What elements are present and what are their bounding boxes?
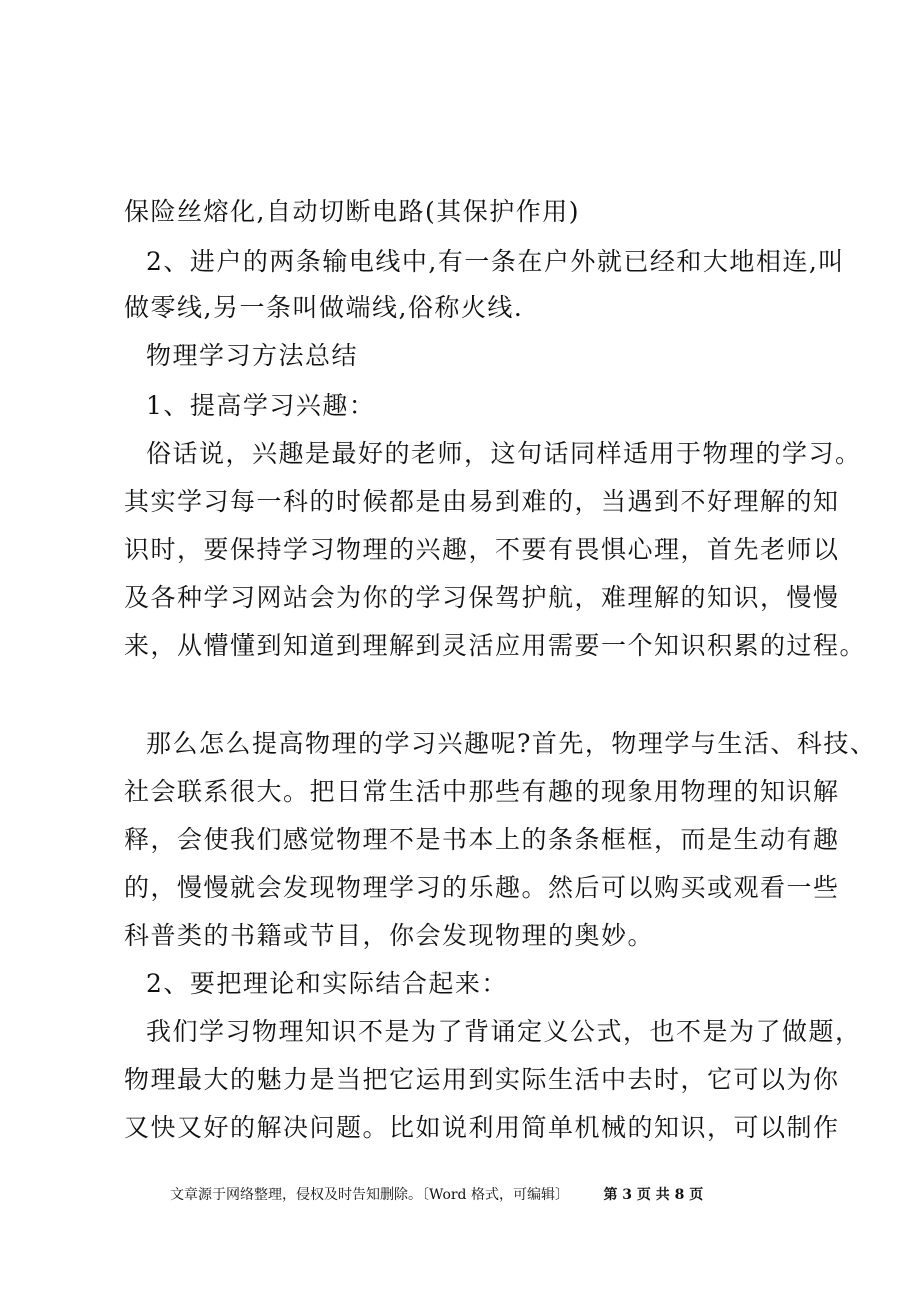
footer-note: 文章源于网络整理，侵权及时告知删除。〔Word 格式，可编辑〕 xyxy=(170,1187,569,1203)
body-line: 来，从懵懂到知道到理解到灵活应用需要一个知识积累的过程。 xyxy=(124,631,867,660)
body-line: 及各种学习网站会为你的学习保驾护航，难理解的知识，慢慢 xyxy=(124,583,840,612)
body-line: 2、进户的两条输电线中,有一条在户外就已经和大地相连,叫 xyxy=(146,247,845,276)
body-line: 我们学习物理知识不是为了背诵定义公式，也不是为了做题， xyxy=(146,1017,862,1046)
body-line: 那么怎么提高物理的学习兴趣呢?首先，物理学与生活、科技、 xyxy=(146,729,877,758)
page-number: 第 3 页 共 8 页 xyxy=(603,1187,704,1203)
body-line: 释，会使我们感觉物理不是书本上的条条框框，而是生动有趣 xyxy=(124,825,840,854)
body-line: 保险丝熔化,自动切断电路(其保护作用) xyxy=(124,197,580,226)
subsection-heading: 1、提高学习兴趣： xyxy=(146,391,376,420)
body-line: 其实学习每一科的时候都是由易到难的，当遇到不好理解的知 xyxy=(124,487,840,516)
subsection-heading: 2、要把理论和实际结合起来： xyxy=(146,969,508,998)
body-line: 做零线,另一条叫做端线,俗称火线. xyxy=(124,293,524,322)
page-footer xyxy=(170,1186,703,1204)
body-line: 社会联系很大。把日常生活中那些有趣的现象用物理的知识解 xyxy=(124,777,840,806)
body-line: 物理最大的魅力是当把它运用到实际生活中去时，它可以为你 xyxy=(124,1065,840,1094)
body-line: 科普类的书籍或节目，你会发现物理的奥妙。 xyxy=(124,921,655,950)
section-heading: 物理学习方法总结 xyxy=(146,341,359,370)
body-line: 又快又好的解决问题。比如说利用简单机械的知识，可以制作 xyxy=(124,1113,840,1142)
body-line: 的，慢慢就会发现物理学习的乐趣。然后可以购买或观看一些 xyxy=(124,873,840,902)
body-line: 俗话说，兴趣是最好的老师，这句话同样适用于物理的学习。 xyxy=(146,439,862,468)
body-line: 识时，要保持学习物理的兴趣，不要有畏惧心理，首先老师以 xyxy=(124,535,840,564)
